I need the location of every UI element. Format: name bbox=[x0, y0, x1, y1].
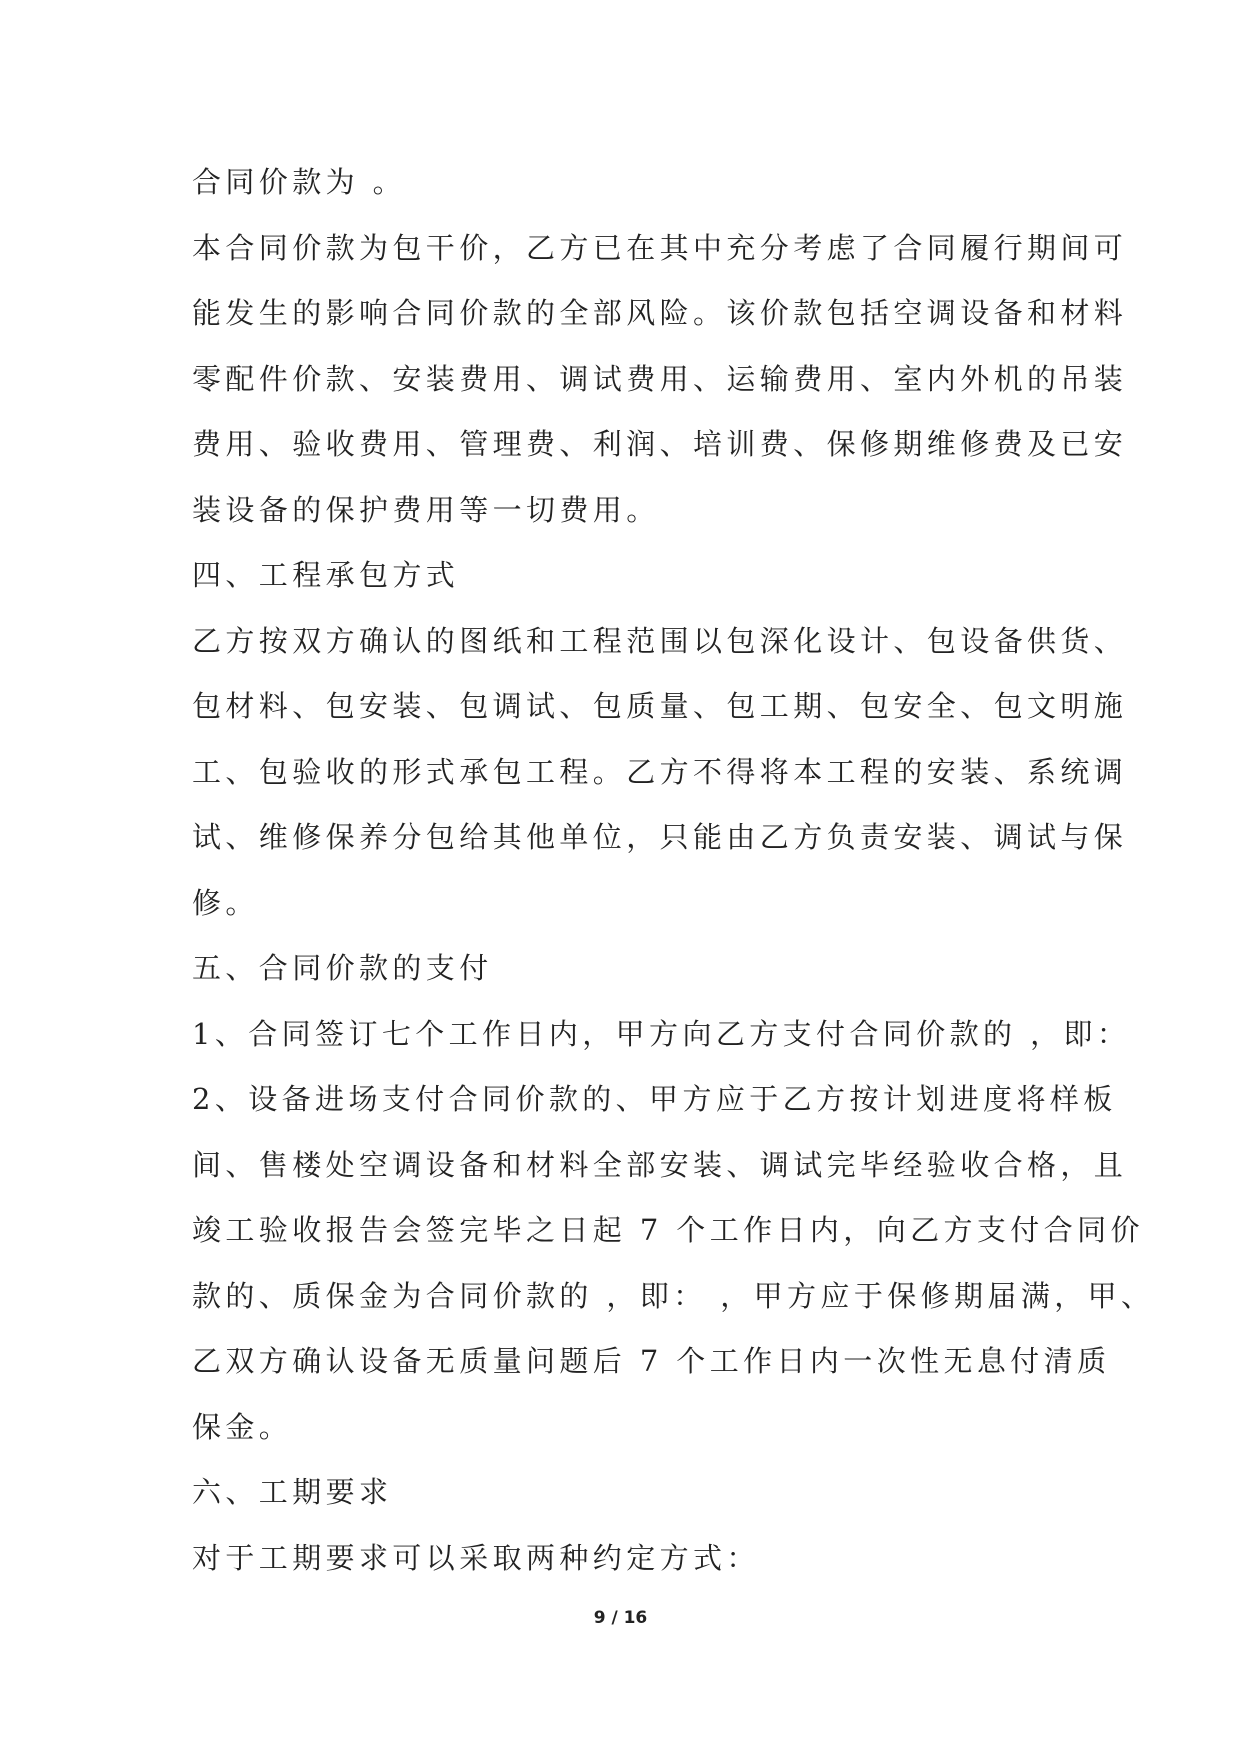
text-line: 乙双方确认设备无质量问题后 7 个工作日内一次性无息付清质 bbox=[192, 1344, 1111, 1378]
page-number: 9 / 16 bbox=[593, 1608, 648, 1628]
text-line: 费用、验收费用、管理费、利润、培训费、保修期维修费及已安 bbox=[192, 427, 1128, 461]
text-line: 工、包验收的形式承包工程。乙方不得将本工程的安装、系统调 bbox=[192, 754, 1128, 789]
text-line: 款的、质保金为合同价款的 ，即： ，甲方应于保修期届满，甲、 bbox=[192, 1278, 1155, 1313]
section-heading: 六、工期要求 bbox=[192, 1475, 393, 1509]
text-line: 1、合同签订七个工作日内，甲方向乙方支付合同价款的 ，即： bbox=[192, 1016, 1131, 1051]
text-line: 乙方按双方确认的图纸和工程范围以包深化设计、包设备供货、 bbox=[192, 623, 1128, 658]
text-line: 能发生的影响合同价款的全部风险。该价款包括空调设备和材料 bbox=[192, 296, 1128, 330]
text-line: 包材料、包安装、包调试、包质量、包工期、包安全、包文明施 bbox=[192, 689, 1128, 723]
section-heading: 四、工程承包方式 bbox=[192, 558, 460, 592]
text-line: 试、维修保养分包给其他单位，只能由乙方负责安装、调试与保 bbox=[192, 820, 1128, 854]
text-line: 装设备的保护费用等一切费用。 bbox=[192, 492, 660, 527]
section-heading: 五、合同价款的支付 bbox=[192, 951, 493, 985]
text-line: 零配件价款、安装费用、调试费用、运输费用、室内外机的吊装 bbox=[192, 361, 1128, 396]
text-line: 竣工验收报告会签完毕之日起 7 个工作日内，向乙方支付合同价 bbox=[192, 1213, 1144, 1247]
text-line: 修。 bbox=[192, 885, 259, 920]
document-body bbox=[192, 150, 1155, 1591]
text-line: 保金。 bbox=[192, 1409, 293, 1444]
text-line: 间、售楼处空调设备和材料全部安装、调试完毕经验收合格，且 bbox=[192, 1147, 1128, 1182]
text-line: 对于工期要求可以采取两种约定方式： bbox=[192, 1540, 760, 1575]
text-line: 本合同价款为包干价，乙方已在其中充分考虑了合同履行期间可 bbox=[192, 230, 1128, 265]
text-line: 2、设备进场支付合同价款的、甲方应于乙方按计划进度将样板 bbox=[192, 1082, 1117, 1116]
text-line: 合同价款为 。 bbox=[192, 165, 407, 199]
